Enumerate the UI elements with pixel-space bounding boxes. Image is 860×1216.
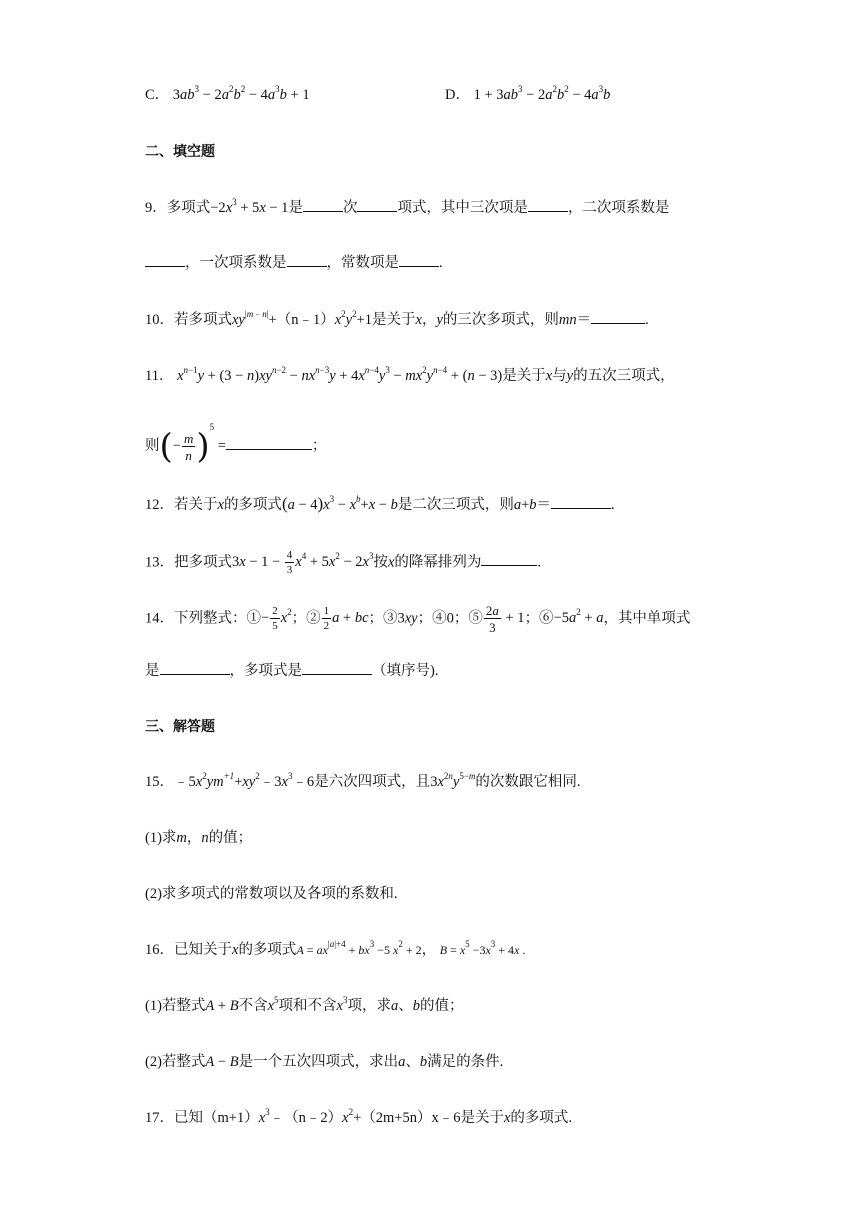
question-15-part-1: (1)求m，n的值； <box>145 830 253 846</box>
question-number: 16． <box>145 942 174 958</box>
option-c <box>145 85 310 105</box>
question-number: 15． <box>145 774 174 790</box>
option-d <box>445 85 610 105</box>
answer-blank[interactable] <box>481 551 537 566</box>
polynomial-b: $B = x^5 -3x^3 + 4x$ . <box>439 939 526 957</box>
question-number: 14． <box>145 610 174 627</box>
monomial-expression: $xy^{|m﹣n|}$ <box>232 309 269 328</box>
question-11-continued: 则(− $\frac{m}{n}$ )$^5$ = ； <box>145 422 327 467</box>
polynomial-expression: $x^{n-1}y + (3 - n)xy^{n-2} - nx^{n-3}y + 4x^{n-4}y^3 - mx^2y^{n-4} + (n - 3)$ <box>177 365 503 384</box>
option-d-label: D． <box>445 87 470 103</box>
polynomial-a: $A = ax^{|a|+4} + bx^3 -5$ $x^2 + 2$ <box>296 939 422 957</box>
polynomial-expression: 3x − 1 − $\frac{4}{3}$ $x^4 + 5x^2 - 2x^3$ <box>232 549 374 576</box>
answer-blank[interactable] <box>226 435 312 450</box>
question-number: 13． <box>145 554 174 571</box>
question-13: 13．把多项式3x − 1 − $\frac{4}{3}$ $x^4 + 5x^2 - 2x^3$按x的降幂排列为 . <box>145 549 542 576</box>
question-number: 11． <box>145 368 174 384</box>
option-c-label: C． <box>145 87 170 103</box>
question-10: 10．若多项式$xy^{|m﹣n|}+(n﹣1)x^2y^2+1$是关于x，y的三次多项式，则mn＝ . <box>145 309 649 328</box>
answer-blank[interactable] <box>287 252 327 267</box>
section-solve-title: 三、解答题 <box>145 718 215 734</box>
answer-blank[interactable] <box>357 197 397 212</box>
question-16: 16．已知关于x的多项式$A = ax^{|a|+4} + bx^3 -5$ $x^2 + 2$， $B = x^5 -3x^3 + 4x$ . <box>145 939 526 958</box>
question-11: 11． $x^{n-1}y + (3 - n)xy^{n-2} - nx^{n-3}y + 4x^{n-4}y^3 - mx^2y^{n-4} + (n - 3)$是关于x与y的五次三项式， <box>145 365 675 384</box>
option-d-expression: $1 + 3ab^3 - 2a^2b^2 - 4a^3b$ <box>473 84 611 103</box>
question-15-part-2: (2)求多项式的常数项以及各项的系数和. <box>145 886 398 902</box>
answer-blank[interactable] <box>160 660 230 675</box>
polynomial-expression: $(a - 4)x^3 - x^b+x - b$ <box>281 494 398 513</box>
question-15: 15．$﹣5x^2ym^{+1}+xy^2﹣3x^3﹣6$是六次四项式，且$3x^{2n}y^{5-m}$的次数跟它相同. <box>145 771 581 790</box>
question-16-part-2: (2)若整式A − B是一个五次四项式，求出a、b满足的条件. <box>145 1054 504 1070</box>
question-14-continued: 是 ，多项式是 （填序号). <box>145 660 438 681</box>
answer-blank[interactable] <box>145 252 185 267</box>
question-16-part-1: (1)若整式A + B不含$x^5$项和不含$x^3$项，求a、b的值； <box>145 995 464 1014</box>
question-number: 10． <box>145 312 174 328</box>
answer-blank[interactable] <box>528 197 568 212</box>
option-c-expression: $3ab^3 - 2a^2b^2 - 4a^3b + 1$ <box>172 84 310 103</box>
answer-blank[interactable] <box>399 252 439 267</box>
polynomial-expression: $-2x^3 + 5x - 1$ <box>210 197 289 216</box>
question-17: 17．已知$(m+1)x^3﹣(n﹣2)x^2+(2m+5n)x﹣6$是关于x的多项式. <box>145 1107 573 1126</box>
answer-blank[interactable] <box>302 660 372 675</box>
answer-blank[interactable] <box>303 197 343 212</box>
question-number: 17． <box>145 1110 174 1126</box>
question-number: 12． <box>145 497 174 513</box>
question-14: 14．下列整式：①− $\frac{2}{5}$ $x^2$；② $\frac{1}{2}$ a + bc；③3xy；④0；⑤ $\frac{2a}{3}$ + 1；$⑥-5a^2 + a$，其中单项式 <box>145 603 691 635</box>
answer-blank[interactable] <box>591 309 645 324</box>
question-number: 9． <box>145 200 167 216</box>
question-9-continued: ，一次项系数是 ，常数项是 . <box>145 252 443 273</box>
polynomial-expression: $﹣5x^2ym^{+1}+xy^2﹣3x^3﹣6$ <box>174 771 315 790</box>
question-12: 12．若关于x的多项式$(a - 4)x^3 - x^b+x - b$是二次三项式，则a+b＝ . <box>145 494 615 513</box>
section-fill-in-title: 二、填空题 <box>145 143 215 159</box>
question-9: 9．多项式$-2x^3 + 5x - 1$是 次 项式，其中三次项是 ，二次项系数是 <box>145 197 670 216</box>
answer-blank[interactable] <box>551 494 611 509</box>
